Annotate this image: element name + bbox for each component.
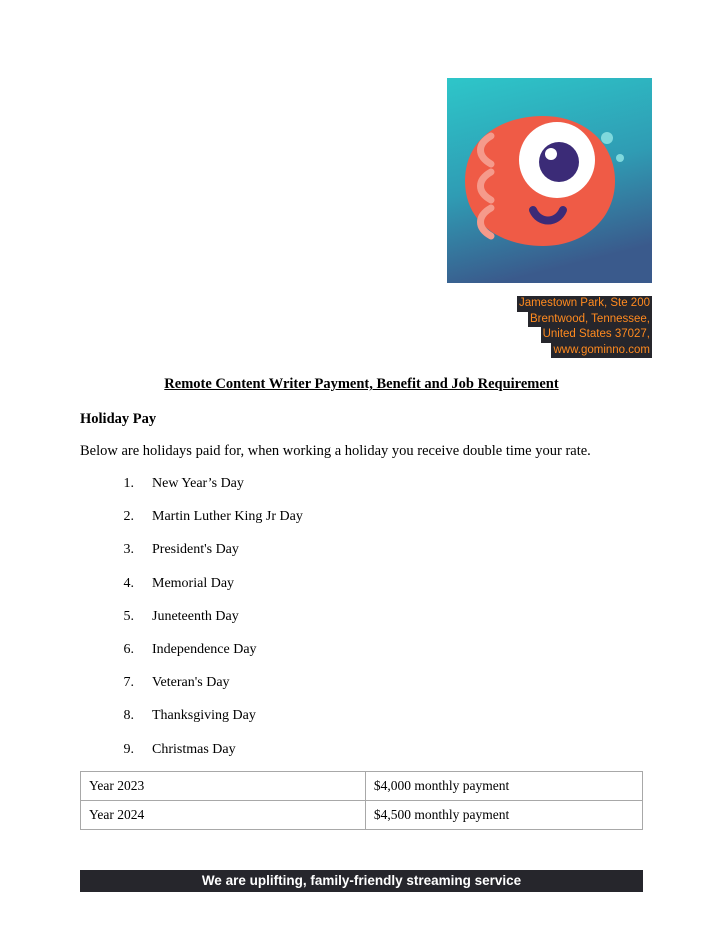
list-item (112, 607, 592, 640)
table-row (81, 772, 643, 801)
table-cell-amount: $4,500 monthly payment (365, 801, 642, 830)
list-item-number: 7. (123, 675, 134, 691)
address-line-3: United States 37027, (541, 327, 652, 343)
list-item (112, 507, 592, 540)
list-item (112, 706, 592, 739)
list-item-number: 8. (123, 708, 134, 724)
list-item-number: 3. (123, 542, 134, 558)
address-line-1: Jamestown Park, Ste 200 (517, 296, 652, 312)
list-item-number: 1. (123, 476, 134, 491)
table-cell-amount: $4,000 monthly payment (365, 772, 642, 801)
table-row (81, 801, 643, 830)
list-item-label: Veteran's Day (152, 675, 230, 691)
list-item-number: 4. (123, 575, 134, 591)
list-item-label: Thanksgiving Day (152, 708, 256, 724)
intro-paragraph: Below are holidays paid for, when working a holiday you receive double time your rate. (80, 443, 591, 459)
list-item-label: Independence Day (152, 641, 257, 657)
company-address (447, 296, 652, 358)
pay-table (80, 771, 643, 830)
list-item (112, 640, 592, 673)
company-logo (447, 78, 652, 283)
fish-logo-icon (447, 78, 652, 283)
table-cell-year: Year 2024 (81, 801, 366, 830)
section-heading-holiday-pay: Holiday Pay (80, 411, 157, 427)
page-title: Remote Content Writer Payment, Benefit and Job Requirement (164, 376, 559, 392)
list-item-label: Juneteenth Day (152, 608, 239, 624)
list-item-number: 5. (123, 608, 134, 624)
list-item-label: New Year’s Day (152, 476, 244, 491)
list-item (112, 574, 592, 607)
company-website-link[interactable]: www.gominno.com (551, 343, 652, 359)
list-item-label: Memorial Day (152, 575, 235, 591)
list-item-number: 6. (123, 641, 134, 657)
table-cell-year: Year 2023 (81, 772, 366, 801)
footer-banner: We are uplifting, family-friendly streaming service (80, 870, 643, 892)
address-line-2: Brentwood, Tennessee, (528, 312, 652, 328)
list-item (112, 540, 592, 573)
list-item (112, 740, 592, 773)
list-item-number: 2. (123, 509, 134, 525)
list-item-label: Martin Luther King Jr Day (152, 509, 303, 525)
holiday-list (112, 474, 592, 773)
list-item (112, 474, 592, 507)
list-item (112, 673, 592, 706)
list-item-label: Christmas Day (152, 741, 236, 757)
list-item-label: President's Day (152, 542, 239, 558)
list-item-number: 9. (123, 741, 134, 757)
